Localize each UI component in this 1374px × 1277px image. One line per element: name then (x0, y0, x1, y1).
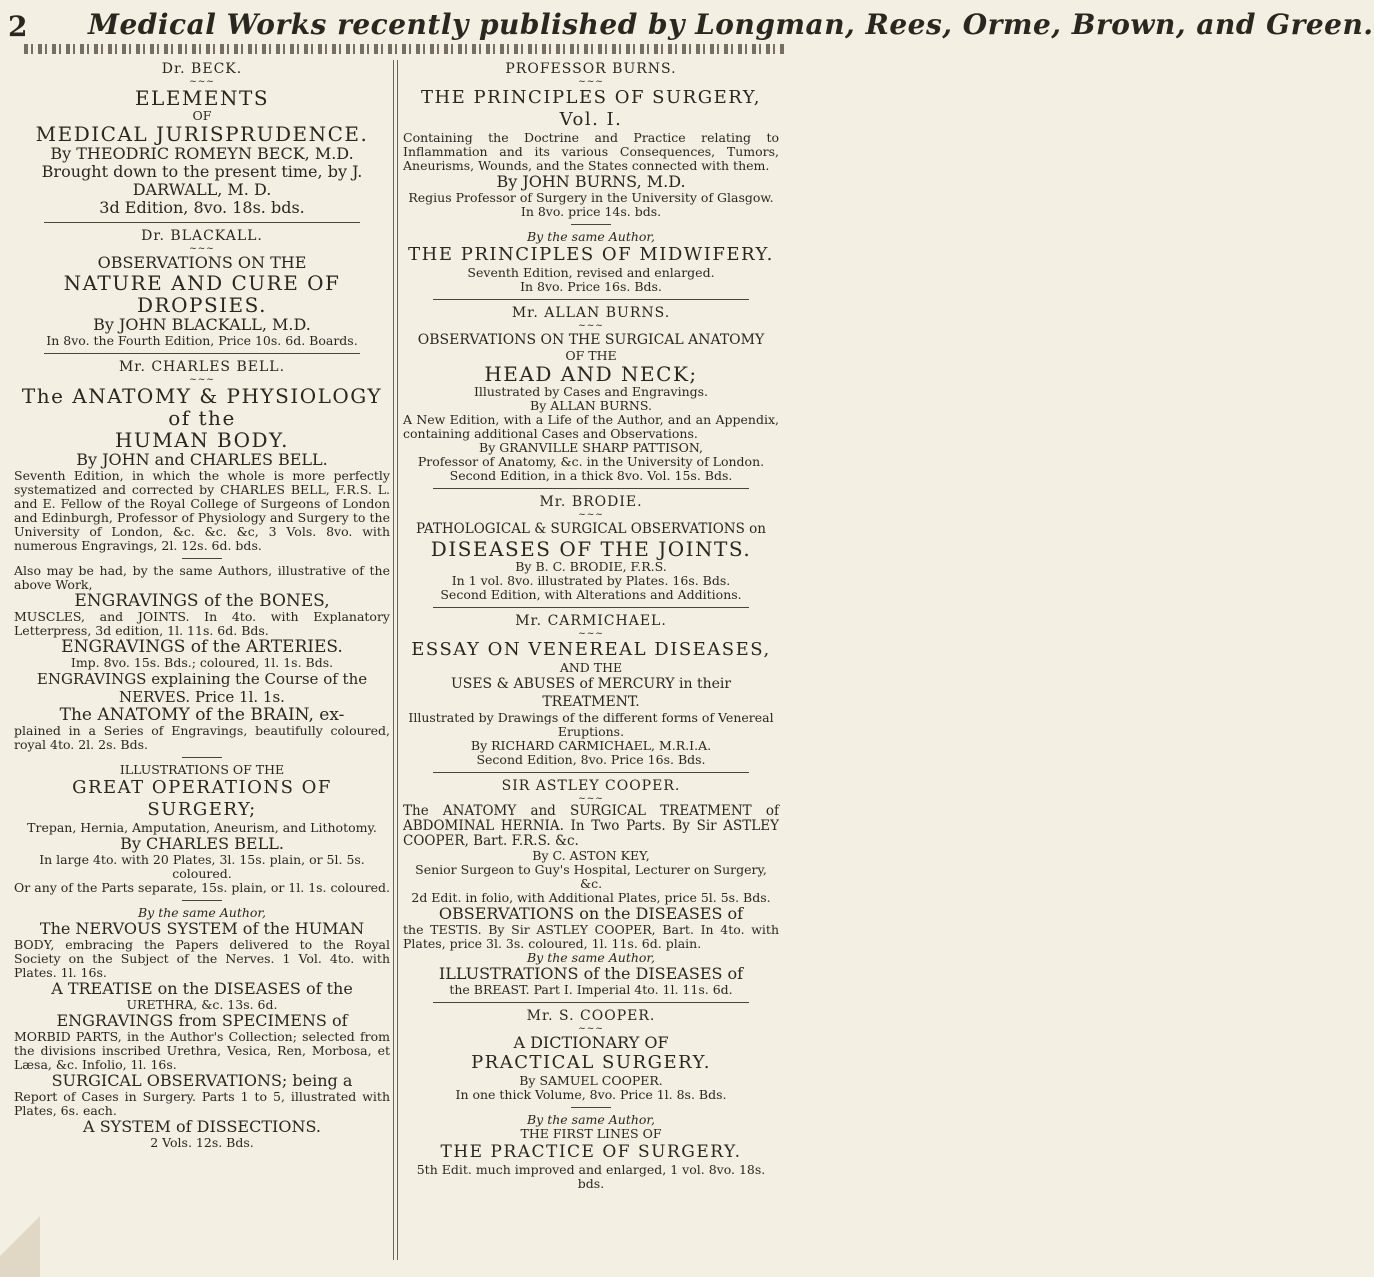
author-heading: Mr. S. COOPER. (526, 1008, 656, 1024)
ornament-icon: ~~~ (578, 321, 604, 331)
allan-burns-listing (403, 305, 779, 483)
book-description: the TESTIS. By Sir ASTLEY COOPER, Bart. In 4to. with Plates, price 3l. 3s. coloured, 1l. 11s. 6d. plain. (403, 922, 779, 951)
book-author: By THEODRIC ROMEYN BECK, M.D. (50, 144, 354, 163)
book-price: In 1 vol. 8vo. illustrated by Plates. 16s. Bds. (451, 573, 731, 588)
section-divider (433, 299, 749, 300)
book-edition: 3d Edition, 8vo. 18s. bds. (99, 198, 305, 217)
book-title: ESSAY ON VENEREAL DISEASES, (411, 639, 771, 660)
burns-listing (403, 61, 779, 294)
book-illustrations: Illustrated by Drawings of the different forms of Venereal Eruptions. (408, 710, 774, 739)
section-divider (182, 900, 222, 901)
book-description: 2 Vols. 12s. Bds. (150, 1135, 254, 1150)
book-author: By SAMUEL COOPER. (519, 1073, 663, 1088)
ornament-icon: ~~~ (578, 77, 604, 87)
author-heading: Dr. BECK. (161, 61, 243, 77)
book-title: NATURE AND CURE OF DROPSIES. (63, 271, 341, 317)
author-title: Regius Professor of Surgery in the University of Glasgow. (408, 190, 774, 205)
book-title: OBSERVATIONS ON THE (97, 253, 307, 272)
book-title-and: AND THE (559, 660, 623, 675)
book-edition: Second Edition, with Alterations and Additions. (440, 587, 742, 602)
book-description: plained in a Series of Engravings, beautifully coloured, royal 4to. 2l. 2s. Bds. (14, 723, 390, 752)
author-heading: Dr. BLACKALL. (141, 228, 263, 244)
book-title: A SYSTEM of DISSECTIONS. (83, 1117, 321, 1136)
carmichael-listing (403, 613, 779, 767)
book-title: The ANATOMY & PHYSIOLOGY of the (21, 384, 383, 430)
book-illustrations: Illustrated by Cases and Engravings. (473, 384, 709, 399)
author-title: Professor of Anatomy, &c. in the University of London. (417, 454, 765, 469)
book-title: ENGRAVINGS of the BONES, (74, 591, 330, 611)
author-title: Senior Surgeon to Guy's Hospital, Lecturer on Surgery, &c. (415, 862, 767, 891)
book-title: SURGICAL OBSERVATIONS; being a (51, 1071, 353, 1090)
book-title-head: ILLUSTRATIONS OF THE (119, 762, 285, 777)
section-divider (182, 757, 222, 758)
book-author: By JOHN BURNS, M.D. (496, 172, 686, 191)
ornament-icon: ~~~ (578, 629, 604, 639)
book-description: Report of Cases in Surgery. Parts 1 to 5, illustrated with Plates, 6s. each. (14, 1089, 390, 1118)
section-divider (571, 1107, 611, 1108)
book-title: ENGRAVINGS of the ARTERIES. (61, 637, 343, 657)
samuel-cooper-listing (403, 1008, 779, 1191)
book-edition: 5th Edit. much improved and enlarged, 1 vol. 8vo. 18s. bds. (416, 1162, 766, 1191)
book-title: PRACTICAL SURGERY. (471, 1052, 711, 1073)
book-title: THE FIRST LINES OF (520, 1126, 662, 1141)
ornament-icon: ~~~ (189, 77, 215, 87)
blackall-listing (14, 228, 390, 348)
page-header (0, 6, 1374, 46)
book-edition: Seventh Edition, revised and enlarged. (467, 265, 715, 280)
book-title: DISEASES OF THE JOINTS. (430, 537, 752, 561)
beck-listing (14, 61, 390, 217)
by-same-author: By the same Author, (137, 905, 266, 920)
book-price: In 8vo. Price 16s. Bds. (520, 279, 662, 294)
book-description: URETHRA, &c. 13s. 6d. (126, 997, 278, 1012)
book-title-of: OF (192, 108, 212, 123)
author-heading: Mr. CARMICHAEL. (515, 613, 667, 629)
section-divider (433, 607, 749, 608)
bell-also-listing (14, 564, 390, 752)
page-corner-shadow (0, 1180, 40, 1277)
book-title: ILLUSTRATIONS of the DISEASES of (438, 964, 744, 983)
ornament-icon: ~~~ (189, 244, 215, 254)
book-edition: 2d Edit. in folio, with Additional Plates, price 5l. 5s. Bds. (411, 890, 771, 905)
book-title: A TREATISE on the DISEASES of the (51, 979, 353, 998)
book-title: ELEMENTS (134, 86, 270, 110)
section-divider (44, 353, 360, 354)
book-description: A New Edition, with a Life of the Author, and an Appendix, containing additional Cases and Observations. (403, 412, 779, 441)
book-editor: By C. ASTON KEY, (532, 848, 650, 863)
book-price: In 8vo. price 14s. bds. (520, 204, 662, 219)
book-title: OBSERVATIONS ON THE SURGICAL ANATOMY (417, 332, 765, 348)
column-divider (393, 60, 398, 1260)
book-price: In large 4to. with 20 Plates, 3l. 15s. plain, or 5l. 5s. coloured. (39, 852, 365, 881)
author-heading: SIR ASTLEY COOPER. (501, 778, 681, 794)
by-same-author: By the same Author, (526, 229, 655, 244)
book-author: By JOHN BLACKALL, M.D. (93, 315, 311, 334)
book-title: The ANATOMY of the BRAIN, ex- (59, 705, 345, 725)
bell-same-listing (14, 906, 390, 1150)
book-title: ENGRAVINGS explaining the Course of the NERVES. Price 1l. 1s. (36, 670, 368, 706)
book-subject: Trepan, Hernia, Amputation, Aneurism, and Lithotomy. (27, 820, 377, 835)
book-description: Imp. 8vo. 15s. Bds.; coloured, 1l. 1s. Bds. (70, 655, 334, 670)
section-divider (433, 772, 749, 773)
right-column (403, 58, 779, 1191)
book-edition: In 8vo. the Fourth Edition, Price 10s. 6d. Boards. (46, 333, 358, 348)
book-title: USES & ABUSES of MERCURY in their TREATMENT. (450, 676, 732, 710)
book-description: MUSCLES, and JOINTS. In 4to. with Explanatory Letterpress, 3d edition, 1l. 11s. 6d. Bds. (14, 609, 390, 638)
section-divider (571, 224, 611, 225)
ornament-icon: ~~~ (189, 375, 215, 385)
page-title: Medical Works recently published by Longman, Rees, Orme, Brown, and Green. (88, 8, 1374, 41)
book-title: HEAD AND NECK; (484, 362, 698, 386)
book-title: The ANATOMY and SURGICAL TREATMENT of ABDOMINAL HERNIA. In Two Parts. By Sir ASTLEY COOPER, Bart. F.R.S. &c. (403, 803, 779, 849)
author-heading: Mr. BRODIE. (539, 494, 643, 510)
book-title: GREAT OPERATIONS OF SURGERY; (72, 777, 332, 820)
book-author: By RICHARD CARMICHAEL, M.R.I.A. (470, 738, 712, 753)
section-divider (433, 1002, 749, 1003)
book-author: By B. C. BRODIE, F.R.S. (515, 559, 667, 574)
brodie-listing (403, 494, 779, 602)
left-column (14, 58, 390, 1150)
book-author: By CHARLES BELL. (120, 834, 284, 853)
also-intro: Also may be had, by the same Authors, illustrative of the above Work, (14, 563, 390, 592)
book-title: PATHOLOGICAL & SURGICAL OBSERVATIONS on (416, 521, 766, 537)
section-divider (44, 222, 360, 223)
by-same-author: By the same Author, (526, 950, 655, 965)
book-editor: By GRANVILLE SHARP PATTISON, (479, 440, 703, 455)
book-edition: Second Edition, 8vo. Price 16s. Bds. (476, 752, 706, 767)
book-description: MORBID PARTS, in the Author's Collection; selected from the divisions inscribed Urethra, Vesica, Ren, Morbosa, et Læsa, &c. Infolio, 1l. 16s. (14, 1029, 390, 1072)
book-title: OBSERVATIONS on the DISEASES of (438, 904, 744, 923)
illustrations-listing (14, 763, 390, 895)
book-title: THE PRINCIPLES OF SURGERY, Vol. I. (420, 87, 762, 130)
book-price: Or any of the Parts separate, 15s. plain, or 1l. 1s. coloured. (14, 880, 390, 895)
book-price: In one thick Volume, 8vo. Price 1l. 8s. Bds. (455, 1087, 727, 1102)
book-description: Seventh Edition, in which the whole is more perfectly systematized and corrected by CHARLES BELL, F.R.S. L. and E. Fellow of the Royal College of Surgeons of London and Edinburgh, Professor of Physiology and Surgery to the University of London, &c. &c. &c, 3 Vols. 8vo. with numerous Engravings, 2l. 12s. 6d. bds. (14, 468, 390, 553)
ornament-icon: ~~~ (578, 1024, 604, 1034)
book-title: A DICTIONARY OF (513, 1033, 669, 1052)
ornament-icon: ~~~ (578, 794, 604, 804)
book-title: HUMAN BODY. (114, 428, 290, 452)
author-heading: PROFESSOR BURNS. (505, 61, 677, 77)
astley-cooper-listing (403, 778, 779, 997)
book-title: ENGRAVINGS from SPECIMENS of (56, 1011, 348, 1030)
book-title: THE PRACTICE OF SURGERY. (440, 1142, 742, 1162)
book-edition: Second Edition, in a thick 8vo. Vol. 15s. Bds. (449, 468, 733, 483)
book-title: THE PRINCIPLES OF MIDWIFERY. (408, 244, 774, 265)
book-description: the BREAST. Part I. Imperial 4to. 1l. 11s. 6d. (449, 982, 733, 997)
book-description: Containing the Doctrine and Practice relating to Inflammation and its various Consequences, Tumors, Aneurisms, Wounds, and the States connected with them. (403, 130, 779, 173)
book-title-of: OF THE (565, 348, 617, 363)
book-author: By JOHN and CHARLES BELL. (76, 450, 328, 469)
book-editor: Brought down to the present time, by J. DARWALL, M. D. (41, 162, 363, 199)
by-same-author: By the same Author, (526, 1112, 655, 1127)
book-description: BODY, embracing the Papers delivered to the Royal Society on the Subject of the Nerves. 1 Vol. 4to. with Plates. 1l. 16s. (14, 937, 390, 980)
book-title: The NERVOUS SYSTEM of the HUMAN (39, 919, 365, 938)
book-author: By ALLAN BURNS. (530, 398, 652, 413)
bell-listing (14, 359, 390, 553)
author-heading: Mr. CHARLES BELL. (118, 359, 286, 375)
page-number: 2 (8, 10, 28, 43)
author-heading: Mr. ALLAN BURNS. (511, 305, 671, 321)
section-divider (182, 558, 222, 559)
book-title: MEDICAL JURISPRUDENCE. (35, 122, 369, 146)
ornament-icon: ~~~ (578, 510, 604, 520)
section-divider (433, 488, 749, 489)
ornamental-rule (24, 44, 784, 54)
